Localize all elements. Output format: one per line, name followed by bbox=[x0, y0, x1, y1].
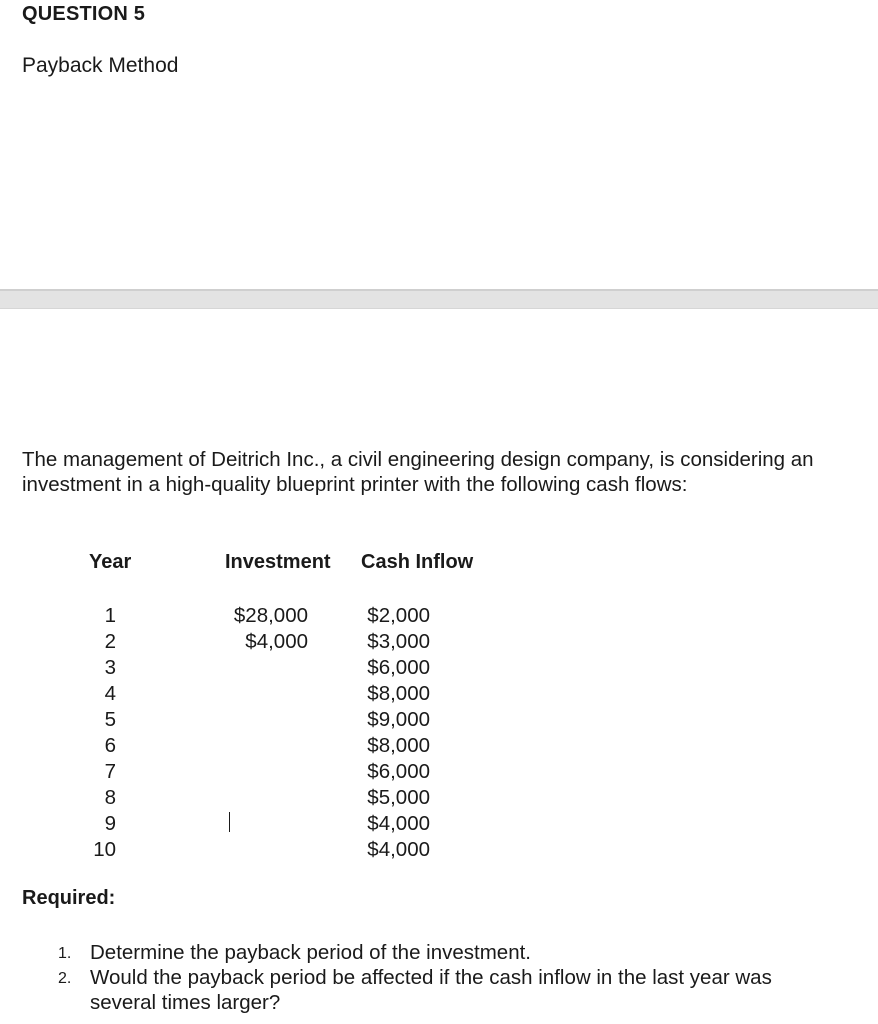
required-item-text: Would the payback period be affected if the cash inflow in the last year was several times larger? bbox=[90, 966, 772, 1014]
cash-inflow-cell: $8,000 bbox=[367, 734, 430, 757]
year-cell: 6 bbox=[104, 734, 116, 757]
problem-intro: The management of Deitrich Inc., a civil engineering design company, is considering an investment in a high-quality blueprint printer with the following cash flows: bbox=[22, 448, 814, 496]
required-item bbox=[48, 940, 828, 965]
investment-cell bbox=[212, 785, 308, 811]
investment-cell bbox=[212, 837, 308, 863]
year-cell: 9 bbox=[104, 812, 116, 835]
investment-cell: $28,000 bbox=[233, 604, 308, 627]
year-cell: 4 bbox=[104, 682, 116, 705]
cash-inflow-cell: $6,000 bbox=[367, 656, 430, 679]
cash-inflow-cell: $9,000 bbox=[367, 708, 430, 731]
required-item bbox=[48, 965, 828, 1015]
investment-cell bbox=[212, 811, 308, 837]
year-cell: 1 bbox=[104, 604, 116, 627]
required-item-number: 1. bbox=[58, 945, 72, 962]
investment-cell bbox=[212, 707, 308, 733]
cash-inflow-cell: $8,000 bbox=[367, 682, 430, 705]
question-title: QUESTION 5 bbox=[22, 3, 146, 25]
section-title: Payback Method bbox=[22, 54, 179, 77]
year-column bbox=[70, 603, 116, 863]
required-label: Required: bbox=[22, 887, 116, 909]
investment-cell bbox=[212, 759, 308, 785]
text-cursor bbox=[229, 812, 230, 832]
year-cell: 10 bbox=[93, 838, 116, 861]
divider-bar bbox=[0, 289, 878, 309]
cash-inflow-column bbox=[342, 603, 430, 863]
year-cell: 7 bbox=[104, 760, 116, 783]
cash-inflow-cell: $4,000 bbox=[367, 838, 430, 861]
investment-cell bbox=[212, 681, 308, 707]
investment-cell bbox=[212, 733, 308, 759]
cash-inflow-cell: $5,000 bbox=[367, 786, 430, 809]
year-cell: 3 bbox=[104, 656, 116, 679]
investment-cell bbox=[212, 655, 308, 681]
year-cell: 8 bbox=[104, 786, 116, 809]
col-header-investment: Investment bbox=[225, 551, 331, 573]
investment-column bbox=[212, 603, 308, 863]
cash-inflow-cell: $3,000 bbox=[367, 630, 430, 653]
col-header-cash-inflow: Cash Inflow bbox=[361, 551, 474, 573]
year-cell: 2 bbox=[104, 630, 116, 653]
cash-inflow-cell: $6,000 bbox=[367, 760, 430, 783]
required-item-text: Determine the payback period of the investment. bbox=[90, 941, 531, 964]
required-list bbox=[48, 940, 828, 1015]
cash-inflow-cell: $2,000 bbox=[367, 604, 430, 627]
required-item-number: 2. bbox=[58, 970, 72, 987]
year-cell: 5 bbox=[104, 708, 116, 731]
investment-cell: $4,000 bbox=[245, 630, 308, 653]
col-header-year: Year bbox=[89, 551, 132, 573]
cash-inflow-cell: $4,000 bbox=[367, 812, 430, 835]
